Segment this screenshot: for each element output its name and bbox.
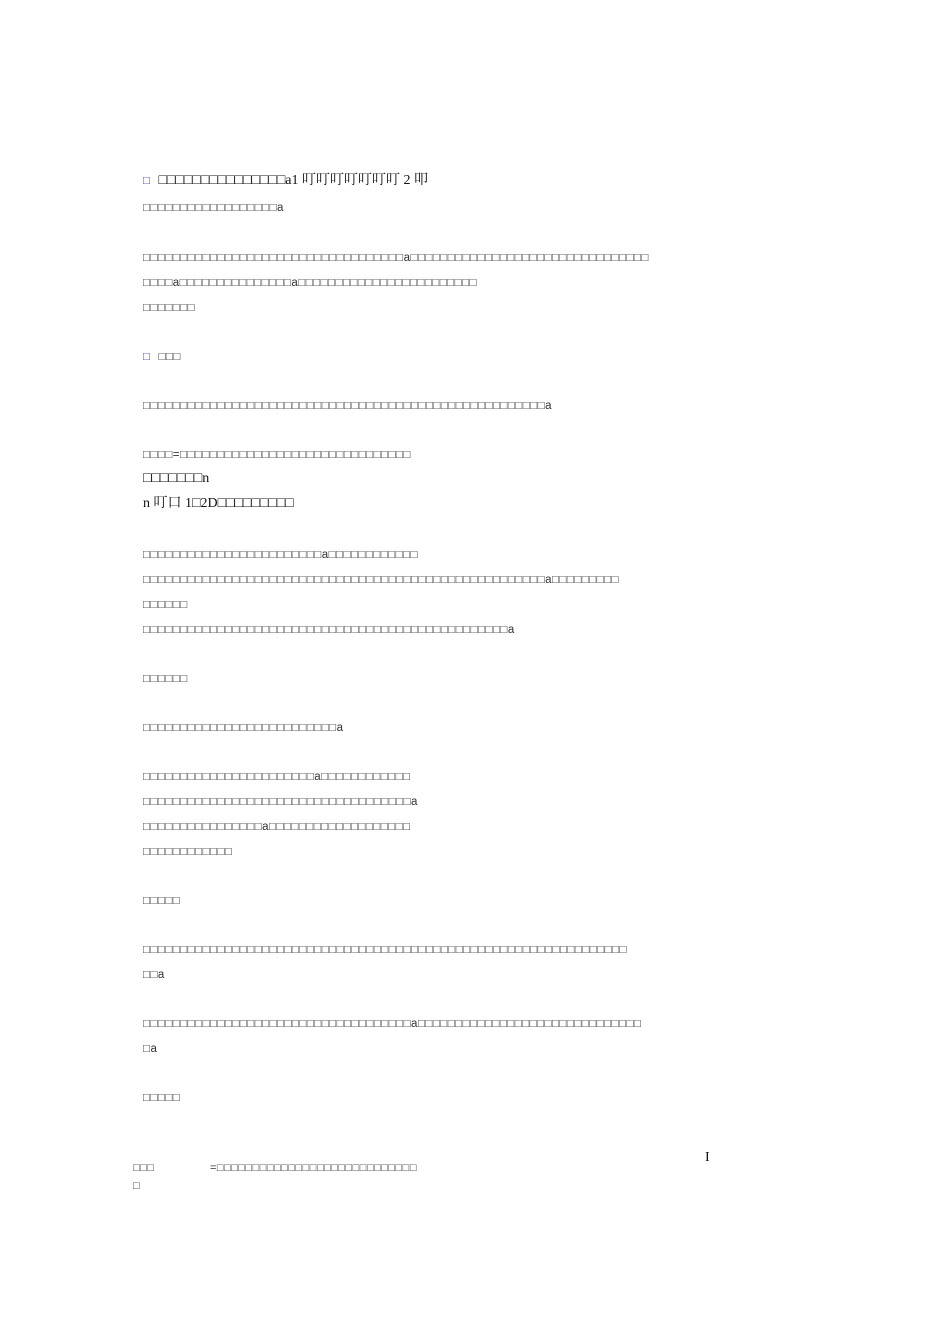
paragraph-line: □□□□□□□□□□□□□□□□□□□□□□□□a□□□□□□□□□□□□: [143, 549, 418, 561]
paragraph-line: □□a: [143, 969, 165, 981]
paragraph-line: □□□□□□□□□□□□□□□□□□□□□□□□□□a: [143, 722, 344, 734]
footer-label: □□□: [133, 1162, 155, 1174]
paragraph-line: □□□□□□□□□□□□□□□□□□□□□□□□□□□□□□□□□□□□□□□□□□□□□□□□□□□□□□□□□□□□□□□□□: [143, 944, 627, 956]
paragraph-line: □□□□□□□□□□□□□□□□□□□□□□□□□□□□□□□□□□□□□□□□□□□□□□□□□□□□□□a: [143, 400, 552, 412]
section-heading-3: □□□□□□: [143, 673, 188, 685]
paragraph-line: □□□□□□□□□□□□□□□□□□□□□□□□□□□□□□□□□□□a□□□□□□□□□□□□□□□□□□□□□□□□□□□□□□□□: [143, 252, 649, 264]
footer-line: □: [133, 1180, 141, 1192]
section-heading-4: □□□□□: [143, 895, 181, 907]
paragraph-line: □□□□□□□: [143, 302, 196, 314]
paragraph-line: □□□□□□□□□□□□□□□□□□□□□□□a□□□□□□□□□□□□: [143, 771, 411, 783]
paragraph-line: □□□□□□□□□□□□□□□□□□□□□□□□□□□□□□□□□□□□□□□□□□□□□□□□□a: [143, 624, 515, 636]
heading-text: □□□: [158, 351, 181, 363]
heading-subline: □□□□□□□□□□□□□□□□□□a: [143, 202, 284, 214]
formula-line: n 叮口 1□2D□□□□□□□□□: [143, 496, 294, 511]
section-heading-5: □□□□□: [143, 1092, 181, 1104]
paragraph-line: □□□□□□□□□□□□□□□□□□□□□□□□□□□□□□□□□□□□a: [143, 796, 418, 808]
page-mark: I: [705, 1150, 710, 1165]
section-heading-2: [143, 350, 181, 364]
paragraph-line: □□□□□□□□□□□□□□□□□□□□□□□□□□□□□□□□□□□□a□□□□□□□□□□□□□□□□□□□□□□□□□□□□□□: [143, 1018, 642, 1030]
paragraph-line: □□□□□□□□□□□□□□□□a□□□□□□□□□□□□□□□□□□□: [143, 821, 411, 833]
paragraph-line: □a: [143, 1043, 158, 1055]
formula-line: □□□□□□□n: [143, 471, 210, 486]
footer-formula: =□□□□□□□□□□□□□□□□□□□□□□□□□□□□: [210, 1162, 417, 1174]
formula-line: □□□□=□□□□□□□□□□□□□□□□□□□□□□□□□□□□□□□: [143, 449, 411, 461]
paragraph-line: □□□□a□□□□□□□□□□□□□□□a□□□□□□□□□□□□□□□□□□□□□□□□: [143, 277, 477, 289]
paragraph-line: □□□□□□□□□□□□: [143, 846, 233, 858]
heading-text: □□□□□□□□□□□□□□□a1 叮叮叮叮叮叮叮 2 叩: [158, 173, 429, 188]
bullet-icon: □: [143, 351, 151, 363]
paragraph-line: □□□□□□: [143, 599, 188, 611]
bullet-icon: □: [143, 175, 151, 187]
section-heading-1: [143, 174, 428, 188]
paragraph-line: □□□□□□□□□□□□□□□□□□□□□□□□□□□□□□□□□□□□□□□□□□□□□□□□□□□□□□a□□□□□□□□□: [143, 574, 619, 586]
